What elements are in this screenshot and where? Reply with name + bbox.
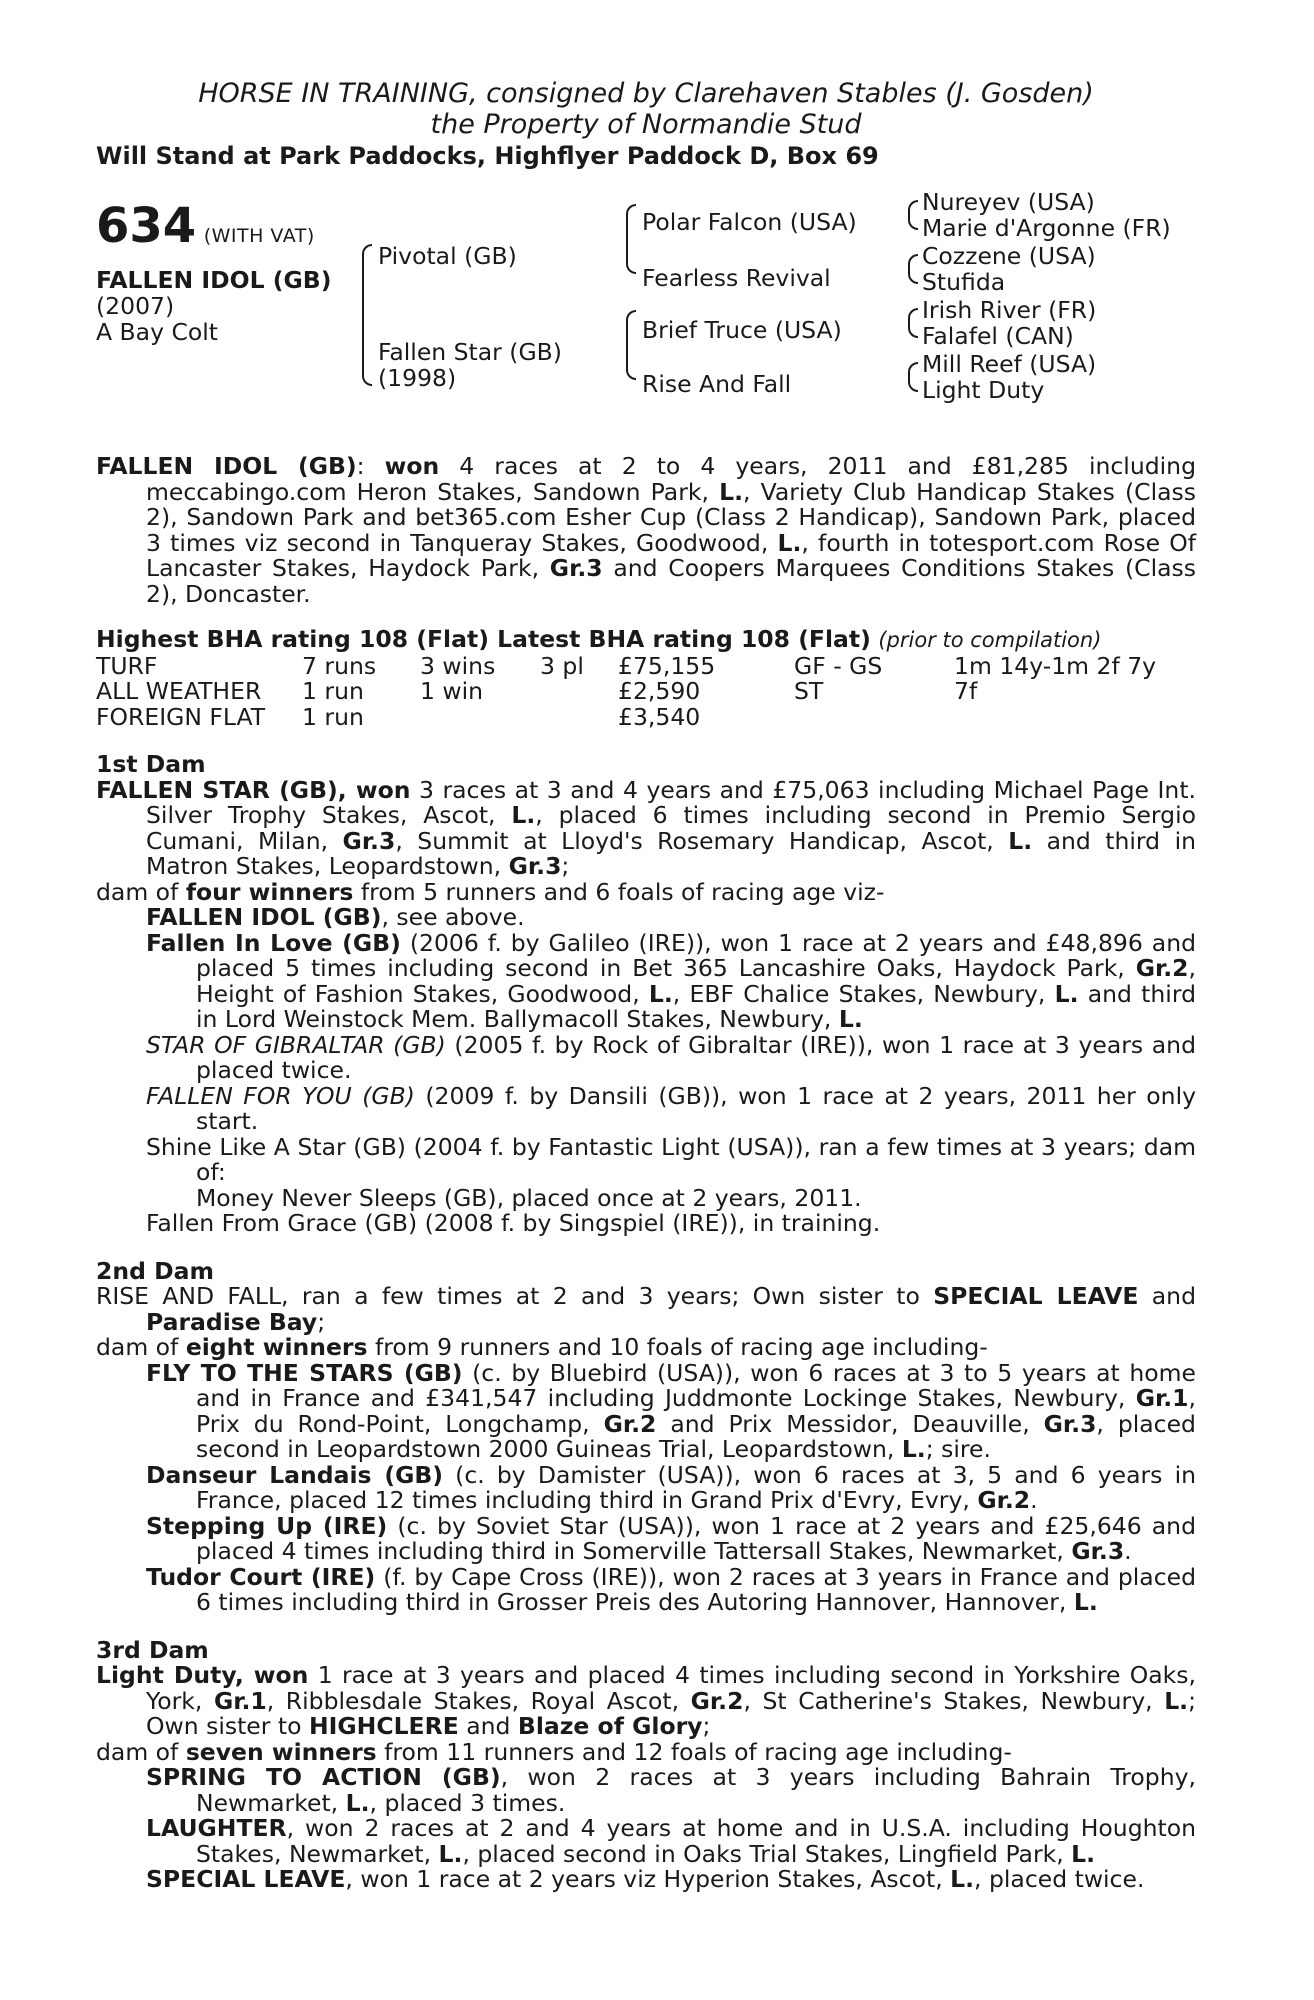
gen3-sds: Cozzene (USA)	[922, 242, 1096, 270]
horse-name: FALLEN IDOL (GB)	[96, 266, 332, 294]
lot-heading	[96, 198, 315, 254]
gen3-sdd: Stufida	[922, 268, 1006, 296]
pedigree-brace	[362, 244, 372, 316]
gen3-dsd: Falafel (CAN)	[922, 322, 1074, 350]
third-dam-produce-summary: dam of seven winners from 11 runners and 12 foals of racing age including-	[96, 1737, 1012, 1766]
gen3-ddd: Light Duty	[922, 376, 1045, 404]
sire-brace	[626, 204, 636, 240]
table-row: ALL WEATHER 1 run 1 win £2,590 ST 7f	[96, 677, 978, 705]
first-dam-record: FALLEN STAR (GB), won 3 races at 3 and 4 years and £75,063 including Michael Page Int. Silver Trophy Stakes, Ascot, L., placed 6 times including second in Premio Sergio Cumani, Milan, Gr.3, Summit at Lloyd's Rosemary Handicap, Ascot, L. and third in Matron Stakes, Leopardstown, Gr.3;	[96, 775, 1196, 880]
gen3-sss: Nureyev (USA)	[922, 188, 1095, 216]
gen3-brace	[908, 268, 918, 284]
gen3-dds: Mill Reef (USA)	[922, 350, 1097, 378]
horse-year: (2007)	[96, 292, 175, 320]
first-dam-produce-summary: dam of four winners from 5 runners and 6 foals of racing age viz-	[96, 877, 885, 906]
catalogue-page	[96, 78, 1196, 1893]
dam-dam: Rise And Fall	[642, 370, 792, 398]
list-item: FALLEN FOR YOU (GB) (2009 f. by Dansili (GB)), won 1 race at 2 years, 2011 her only start.	[146, 1081, 1197, 1135]
gen3-dss: Irish River (FR)	[922, 296, 1097, 324]
list-item: Fallen In Love (GB) (2006 f. by Galileo (IRE)), won 1 race at 2 years and £48,896 and placed 5 times including second in Bet 365 Lancashire Oaks, Haydock Park, Gr.2, Height of Fashion Stakes, Goodwood, L., EBF Chalice Stakes, Newbury, L. and third in Lord Weinstock Mem. Ballymacoll Stakes, Newbury, L.	[146, 928, 1197, 1033]
gen3-brace	[908, 322, 918, 338]
second-dam-heading: 2nd Dam	[96, 1256, 214, 1285]
sire-sire: Polar Falcon (USA)	[642, 208, 857, 236]
sire: Pivotal (GB)	[378, 242, 517, 270]
race-record: FALLEN IDOL (GB): won 4 races at 2 to 4 years, 2011 and £81,285 including meccabingo.com Heron Stakes, Sandown Park, L., Variety Club Handicap Stakes (Class 2), Sandown Park and bet365.com Esher Cup (Class 2 Handicap), Sandown Park, placed 3 times viz second in Tanqueray Stakes, Goodwood, L., fourth in totesport.com Rose Of Lancaster Stakes, Haydock Park, Gr.3 and Coopers Marquees Conditions Stakes (Class 2), Doncaster.	[96, 452, 1196, 608]
list-item: SPRING TO ACTION (GB), won 2 races at 3 years including Bahrain Trophy, Newmarket, L., placed 3 times.	[146, 1763, 1196, 1817]
sire-brace	[626, 238, 636, 274]
dam: Fallen Star (GB)	[378, 338, 562, 366]
pedigree-brace	[362, 314, 372, 386]
dam-year: (1998)	[378, 364, 457, 392]
list-item: STAR OF GIBRALTAR (GB) (2005 f. by Rock of Gibraltar (IRE)), won 1 race at 3 years and placed twice.	[146, 1030, 1196, 1084]
list-item: FALLEN IDOL (GB), see above.	[146, 903, 525, 931]
list-item: Stepping Up (IRE) (c. by Soviet Star (USA)), won 1 race at 2 years and £25,646 and placed 4 times including third in Somerville Tattersall Stakes, Newmarket, Gr.3.	[146, 1511, 1196, 1565]
list-item: FLY TO THE STARS (GB) (c. by Bluebird (USA)), won 6 races at 3 to 5 years at home and in France and £341,547 including Juddmonte Lockinge Stakes, Newbury, Gr.1, Prix du Rond-Point, Longchamp, Gr.2 and Prix Messidor, Deauville, Gr.3, placed second in Leopardstown 2000 Guineas Trial, Leopardstown, L.; sire.	[146, 1358, 1197, 1463]
list-item: Money Never Sleeps (GB), placed once at 2 years, 2011.	[196, 1183, 862, 1212]
horse-description: A Bay Colt	[96, 318, 218, 346]
consignment-header	[96, 78, 1196, 140]
gen3-brace	[908, 214, 918, 230]
ratings-heading: Highest BHA rating 108 (Flat) Latest BHA rating 108 (Flat) (prior to compilation)	[96, 625, 1102, 653]
third-dam-record: Light Duty, won 1 race at 3 years and placed 4 times including second in Yorkshire Oaks, York, Gr.1, Ribblesdale Stakes, Royal Ascot, Gr.2, St Catherine's Stakes, Newbury, L.; Own sister to HIGHCLERE and Blaze of Glory;	[96, 1661, 1197, 1740]
lot-number: 634	[96, 198, 197, 254]
dam-brace	[626, 310, 636, 346]
list-item: LAUGHTER, won 2 races at 2 and 4 years at home and in U.S.A. including Houghton Stakes, Newmarket, L., placed second in Oaks Trial Stakes, Lingfield Park, L.	[146, 1814, 1196, 1868]
gen3-ssd: Marie d'Argonne (FR)	[922, 214, 1171, 242]
vat-note: (WITH VAT)	[203, 225, 315, 247]
table-row: TURF 7 runs 3 wins 3 pl £75,155 GF - GS 1m 14y-1m 2f 7y	[96, 651, 1157, 680]
sire-dam: Fearless Revival	[642, 264, 831, 292]
second-dam-record: RISE AND FALL, ran a few times at 2 and 3 years; Own sister to SPECIAL LEAVE and Paradise Bay;	[96, 1282, 1196, 1336]
stand-line: Will Stand at Park Paddocks, Highflyer Paddock D, Box 69	[96, 142, 879, 170]
gen3-brace	[908, 376, 918, 392]
list-item: Tudor Court (IRE) (f. by Cape Cross (IRE)), won 2 races at 3 years in France and placed 6 times including third in Grosser Preis des Autoring Hannover, Hannover, L.	[146, 1562, 1197, 1616]
ratings-table	[96, 651, 1157, 731]
list-item: Shine Like A Star (GB) (2004 f. by Fantastic Light (USA)), ran a few times at 3 years; dam of:	[146, 1132, 1196, 1186]
third-dam-heading: 3rd Dam	[96, 1635, 209, 1664]
dam-brace	[626, 344, 636, 380]
pedigree-block	[96, 188, 1196, 442]
property-line: the Property of Normandie Stud	[430, 109, 862, 140]
dam-sire: Brief Truce (USA)	[642, 316, 842, 344]
list-item: Fallen From Grace (GB) (2008 f. by Singspiel (IRE)), in training.	[146, 1209, 881, 1237]
list-item: SPECIAL LEAVE, won 1 race at 2 years viz Hyperion Stakes, Ascot, L., placed twice.	[146, 1865, 1145, 1893]
consignor-line: HORSE IN TRAINING, consigned by Clarehaven Stables (J. Gosden)	[198, 78, 1094, 109]
second-dam-produce-summary: dam of eight winners from 9 runners and 10 foals of racing age including-	[96, 1333, 988, 1361]
table-row: FOREIGN FLAT 1 run £3,540	[96, 702, 701, 731]
list-item: Danseur Landais (GB) (c. by Damister (USA)), won 6 races at 3, 5 and 6 years in France, placed 12 times including third in Grand Prix d'Evry, Evry, Gr.2.	[146, 1460, 1196, 1514]
first-dam-heading: 1st Dam	[96, 750, 206, 778]
